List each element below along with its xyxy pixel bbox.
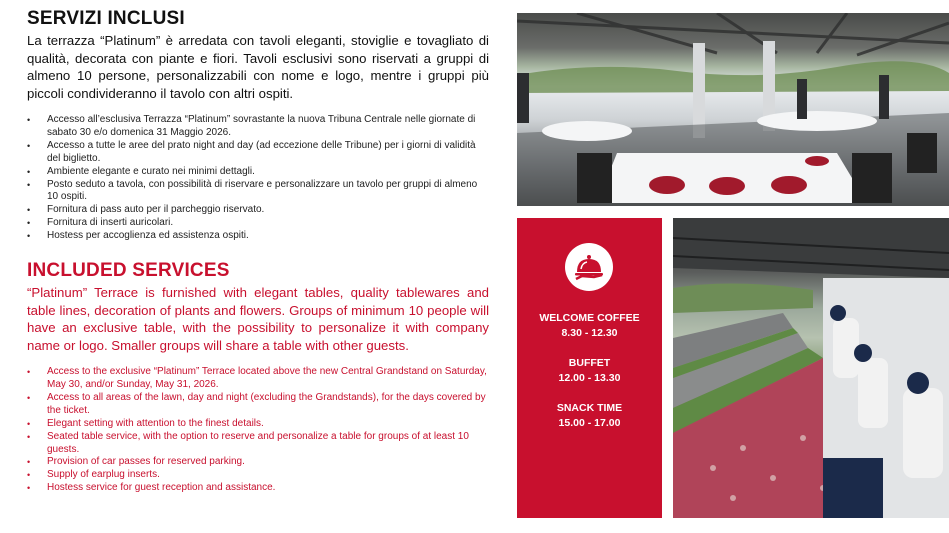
list-item: • Elegant setting with attention to the finest details.	[47, 418, 489, 431]
list-item: • Fornitura di pass auto per il parcheggio riservato.	[47, 204, 489, 217]
schedule-panel	[517, 218, 662, 518]
schedule-label: BUFFET	[568, 357, 611, 369]
list-item: • Hostess per accoglienza ed assistenza ospiti.	[47, 230, 489, 243]
terrace-photo	[517, 13, 949, 206]
schedule-item-welcome-coffee	[517, 311, 662, 341]
schedule-time: 15.00 - 17.00	[558, 417, 621, 429]
title-italian: SERVIZI INCLUSI	[27, 8, 185, 29]
list-item: • Provision of car passes for reserved parking.	[47, 456, 489, 469]
bullet-list-italian	[27, 114, 489, 243]
list-item: • Ambiente elegante e curato nei minimi dettagli.	[47, 166, 489, 179]
list-item: • Fornitura di inserti auricolari.	[47, 217, 489, 230]
schedule-time: 8.30 - 12.30	[561, 327, 618, 339]
schedule-label: WELCOME COFFEE	[539, 312, 640, 324]
list-item: • Hostess service for guest reception and assistance.	[47, 482, 489, 495]
food-cloche-icon	[565, 243, 613, 291]
schedule-time: 12.00 - 13.30	[558, 372, 621, 384]
english-section	[27, 260, 489, 495]
intro-italian: La terrazza “Platinum” è arredata con tavoli eleganti, stoviglie e tovagliato di qualità, decorata con piante e fiori. Tavoli esclusivi sono riservati a gruppi di almeno 10 persone, personalizzabili con nome e logo, mentre i gruppi più piccoli condivideranno il tavolo con altri ospiti.	[27, 33, 489, 101]
bullet-list-english	[27, 366, 489, 495]
list-item: • Access to the exclusive “Platinum” Terrace located above the new Central Grandstand on Saturday, May 30, and/or Sunday, May 31, 2026.	[47, 366, 489, 392]
grandstand-photo	[673, 218, 949, 518]
list-item: • Accesso a tutte le aree del prato night and day (ad eccezione delle Tribune) per i giorni di validità del biglietto.	[47, 140, 489, 166]
list-item: • Accesso all’esclusiva Terrazza “Platinum” sovrastante la nuova Tribuna Centrale nelle giornate di sabato 30 e/o domenica 31 Maggio 2026.	[47, 114, 489, 140]
list-item: • Supply of earplug inserts.	[47, 469, 489, 482]
text-column	[27, 8, 489, 495]
list-item: • Access to all areas of the lawn, day and night (excluding the Grandstands), for the days covered by the ticket.	[47, 392, 489, 418]
schedule-label: SNACK TIME	[556, 402, 623, 414]
intro-english: “Platinum” Terrace is furnished with elegant tables, quality tablewares and table lines, decoration of plants and flowers. Groups of minimum 10 people will have an exclusive table, with the possibility to personalize it with company name or logo. Smaller groups will share a table with other guests.	[27, 285, 489, 353]
title-english: INCLUDED SERVICES	[27, 260, 230, 282]
schedule-list	[517, 311, 662, 446]
schedule-item-snack-time	[517, 401, 662, 431]
list-item: • Seated table service, with the option to reserve and personalize a table for groups of at least 10 guests.	[47, 431, 489, 457]
schedule-item-buffet	[517, 356, 662, 386]
list-item: • Posto seduto a tavola, con possibilità di riservare e personalizzare un tavolo per gruppi di almeno 10 ospiti.	[47, 179, 489, 205]
